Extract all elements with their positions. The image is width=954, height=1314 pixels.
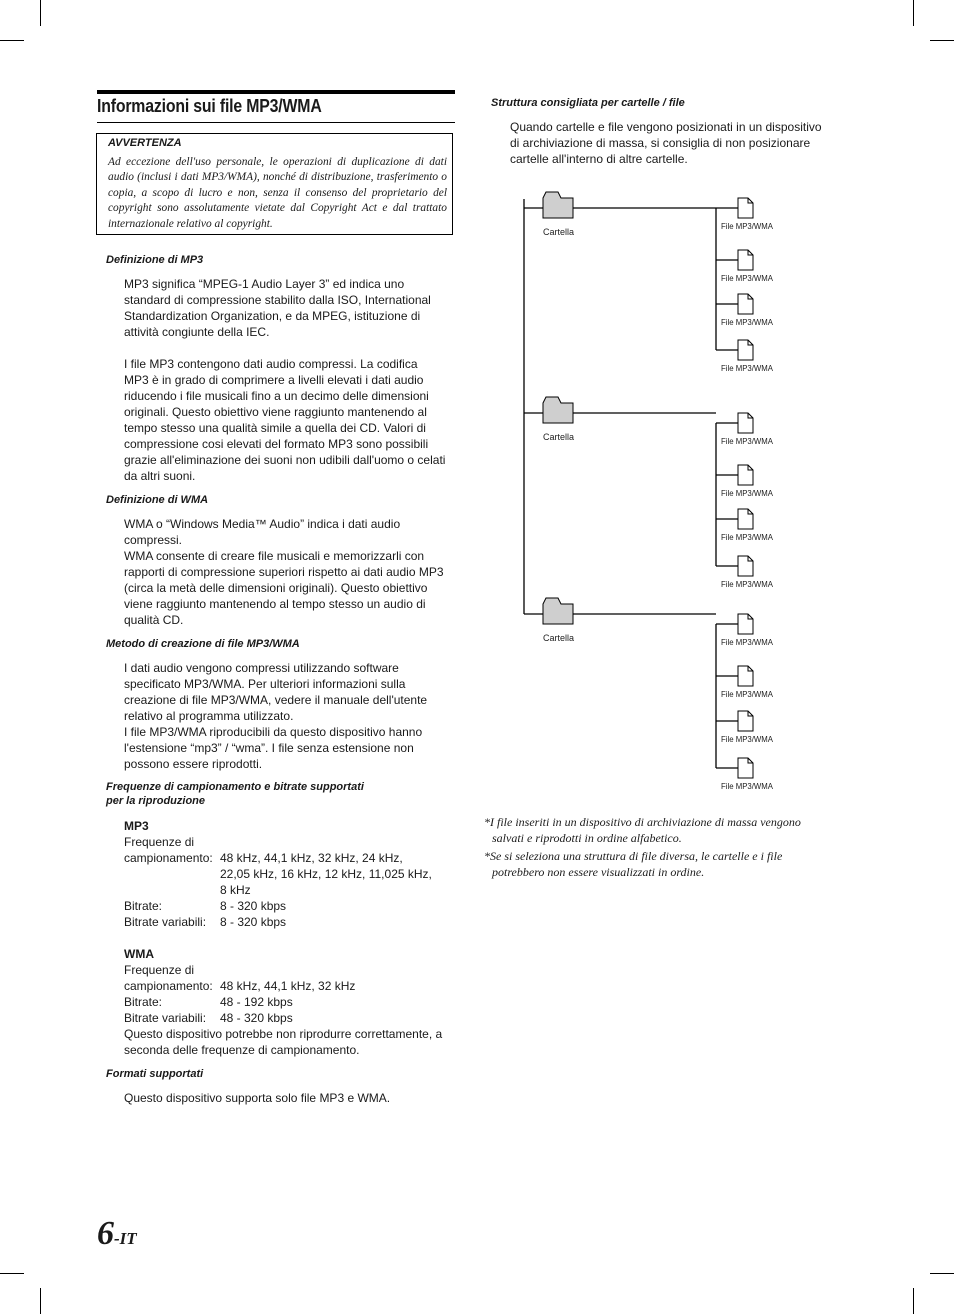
file-icon — [738, 758, 753, 778]
file-icon — [738, 294, 753, 314]
structure-heading: Struttura consigliata per cartelle / file — [491, 97, 685, 109]
warning-title: AVVERTENZA — [108, 137, 182, 149]
file-label: File MP3/WMA — [721, 364, 773, 373]
folder-label: Cartella — [543, 432, 575, 442]
note-different-structure: *Se si seleziona una struttura di file diversa, le cartelle e i file potrebbero non essere visualizzati in ordine. — [484, 849, 783, 879]
structure-text: Quando cartelle e file vengono posizionati in un dispositivo di archiviazione di massa, si consiglia di non posizionare cartelle all'interno di altre cartelle. — [510, 120, 822, 166]
folder-icon — [543, 192, 573, 218]
file-label: File MP3/WMA — [721, 437, 773, 446]
folder-icon — [543, 598, 573, 624]
file-icon — [738, 666, 753, 686]
file-label: File MP3/WMA — [721, 735, 773, 744]
mp3-spec: MP3 Frequenze di campionamento: 48 kHz, 44,1 kHz, 32 kHz, 24 kHz, 22,05 kHz, 16 kHz, 12 kHz, 11,025 kHz, 8 kHz Bitrate: 8 - 320 kbps Bitrate variabili: 8 - 320 kbps — [124, 819, 432, 929]
file-icon — [738, 465, 753, 485]
file-label: File MP3/WMA — [721, 782, 773, 791]
warning-text: Ad eccezione dell'uso personale, le operazioni di duplicazione di dati audio (inclusi i dati MP3/WMA), nonché di distribuzione, trasferimento o copia, a scopo di lucro e non, senza il consenso del proprietario del copyright sono assolutamente vietate dal Copyright Act e dal trattato internazionale relativo al copyright. — [108, 156, 447, 230]
method-text: I dati audio vengono compressi utilizzando software specificato MP3/WMA. Per ulteriori informazioni sulla creazione di file MP3/WMA, vedere il manuale dell'utente relativo al programma utilizzato. I file MP3/WMA riproducibili da questo dispositivo hanno l'estensione “mp3” / “wma”. I file senza estensione non possono essere riprodotti. — [124, 661, 428, 771]
wma-spec: WMA Frequenze di campionamento: 48 kHz, 44,1 kHz, 32 kHz Bitrate: 48 - 192 kbps Bitrate variabili: 48 - 320 kbps Questo dispositivo potrebbe non riprodurre correttamente, a seconda delle frequenze di campionamento. — [124, 947, 443, 1057]
file-label: File MP3/WMA — [721, 222, 773, 231]
mp3-definition-text: MP3 significa “MPEG-1 Audio Layer 3” ed indica uno standard di compressione stabilito dalla ISO, International Standardization Organization, e da MPEG, istituzione di attività congiunte della IEC. I file MP3 contengono dati audio compressi. La codifica MP3 è in grado di comprimere a livelli elevati i dati audio riducendo i file musicali fino a un decimo delle dimensioni originali. Questo obiettivo viene raggiunto mantenendo al tempo stesso una qualità simile a quella dei CD. Valori di compressione cosi elevati del formato MP3 sono possibili grazie all'eliminazione dei suoni non udibili dall'uomo o celati da altri suoni. — [124, 277, 446, 483]
file-label: File MP3/WMA — [721, 318, 773, 327]
file-icon — [738, 711, 753, 731]
note-alphabetical: *I file inseriti in un dispositivo di archiviazione di massa vengono salvati e riprodotti in ordine alfabetico. — [484, 815, 801, 845]
file-icon — [738, 250, 753, 270]
page-number: 6-IT — [97, 1215, 137, 1252]
folder-label: Cartella — [543, 227, 575, 237]
file-icon — [738, 509, 753, 529]
formats-text: Questo dispositivo supporta solo file MP3 e WMA. — [124, 1091, 391, 1105]
file-label: File MP3/WMA — [721, 638, 773, 647]
file-label: File MP3/WMA — [721, 533, 773, 542]
folder-icon — [543, 397, 573, 423]
method-heading: Metodo di creazione di file MP3/WMA — [106, 638, 300, 650]
page-title: Informazioni sui file MP3/WMA — [97, 96, 322, 116]
file-label: File MP3/WMA — [721, 690, 773, 699]
mp3-definition-heading: Definizione di MP3 — [106, 254, 204, 266]
wma-definition-text: WMA o “Windows Media™ Audio” indica i dati audio compressi. WMA consente di creare file musicali e memorizzarli con rapporti di compressione superiori rispetto ai dati audio MP3 (circa la metà delle dimensioni originali). Questo obiettivo viene raggiunto mantenendo al tempo stesso un audio di qualità CD. — [124, 517, 444, 627]
frequency-heading: Frequenze di campionamento e bitrate supportati per la riproduzione — [106, 781, 364, 807]
wma-definition-heading: Definizione di WMA — [106, 494, 209, 506]
file-icon — [738, 198, 753, 218]
file-icon — [738, 614, 753, 634]
file-icon — [738, 556, 753, 576]
file-icon — [738, 413, 753, 433]
file-label: File MP3/WMA — [721, 489, 773, 498]
formats-heading: Formati supportati — [106, 1068, 204, 1080]
file-label: File MP3/WMA — [721, 580, 773, 589]
file-label: File MP3/WMA — [721, 274, 773, 283]
folder-label: Cartella — [543, 633, 575, 643]
file-icon — [738, 340, 753, 360]
